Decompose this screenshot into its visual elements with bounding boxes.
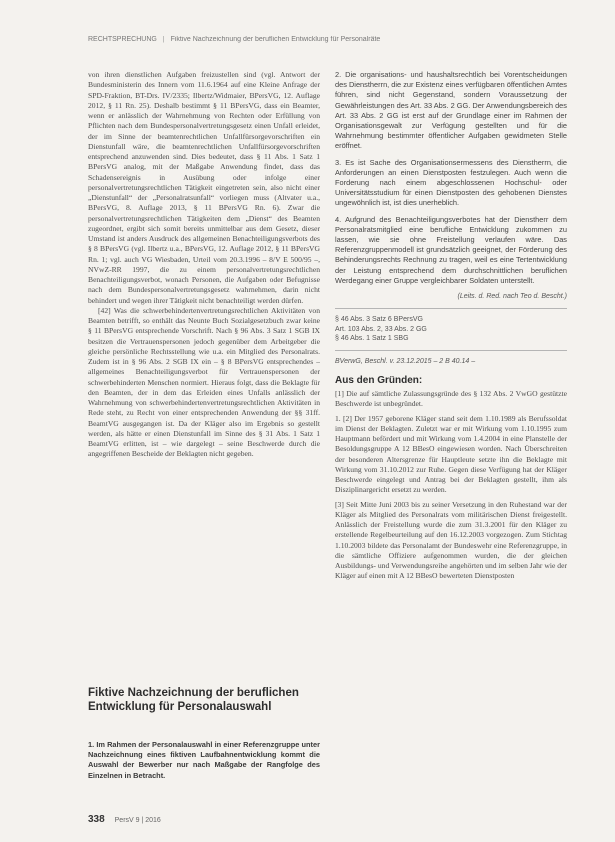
- reasons-paragraph: 1. [2] Der 1957 geborene Kläger stand seit dem 1.10.1989 als Berufssoldat im Dienst der Beklagten. Zuletzt war er mit Wirkung vom 1.10.1995 zum Hauptmann befördert und mit Wirkung vom 1.4.2004 in eine Planstelle der Besoldungsgruppe A 12 BBesO eingewiesen worden. Nach Überschreiten der besonderen Altersgrenze für Hauptleute setzte ihn die Beklagte mit Wirkung vom 31.10.2012 zur Ruhe. Gegen diese Verfügung hat der Kläger Beschwerde eingelegt und Antrag bei der Beklagten gestellt, ihm als Disziplinargericht ersetzt zu werden.: [335, 413, 567, 495]
- headnote-4: 4. Aufgrund des Benachteiligungsverbotes hat der Dienstherr dem Personalratsmitglied eine berufliche Entwicklung zukommen zu lassen, wie sie ohne Freistellung verlaufen wäre. Das Referenzgruppenmodell ist grundsätzlich geeignet, der Förderung des Behinderungsrechts Rechnung zu tragen, weil es eine Tertentwicklung der Leistung entsprechend dem durchschnittlichen beruflichen Werdegang einer Gruppe vergleichbarer Soldaten unterstellt.: [335, 214, 567, 285]
- headnote-source: (Leits. d. Red. nach Teo d. Bescht.): [457, 293, 567, 301]
- right-column: [335, 70, 567, 810]
- header-section: RECHTSPRECHUNG: [88, 36, 157, 43]
- header-separator: |: [162, 36, 165, 43]
- norm-reference: § 46 Abs. 3 Satz 6 BPersVG: [335, 315, 423, 323]
- left-column: [88, 70, 320, 650]
- body-paragraph: von ihren dienstlichen Aufgaben freizustellen sind (vgl. Antwort der Bundesministerin des Innern vom 11.6.1964 auf eine Kleine Anfrage der SPD-Fraktion, BT-Drs. IV/2335; Ilbertz/Widmaier, BPersVG, 12. Auflage 2012, § 11 Rn. 25). Deshalb bestimmt § 11 BPersVG, dass ein Beamter, wenn er anlässlich der Wahrnehmung von Rechten oder Erfüllung von Pflichten nach dem Bundespersonalvertretungsgesetz einen Unfall erleidet, der im Sinne der beamtenrechtlichen Unfallfürsorgevorschriften ein Dienstunfall wäre, die beamtenrechtlichen Unfallfürsorgevorschriften entsprechend anzuwenden sind. Dies bedeutet, dass § 11 Abs. 1 Satz 1 BPersVG analog, mit der Maßgabe Anwendung findet, dass das Schadensereignis in Ausübung oder infolge einer personalvertretungsrechtlichen Tätigkeit eingetreten sein, also nicht einer „Dienstunfall“ der „Personalratsunfall“ vorliegen muss (Altvater u.a., BPersVG, 8. Auflage 2013, § 11 BPersVG Rn. 6). Zwar die personalvertretungsrechtlichen Tätigkeiten dem „Dienst“ des Beamten zugeordnet, ergibt sich somit bereits unmittelbar aus dem Gesetz, dieser Umstand ist anders Ausdruck des allgemeinen Benachteiligungsverbots des § 8 BPersVG (vgl. Ilbertz u.a., BPersVG, 12. Auflage 2012, § 11 BPersVG Rn. 1; vgl. auch VG Wiesbaden, Urteil vom 20.3.1996 – 8/V E 500/95 –, NVwZ-RR 1997, die zu einem personalvertretungsrechtlichen Benachteiligungsverbot, wonach Personen, die Aufgaben oder Befugnisse nach dem Bundespersonalvertretungsgesetz wahrnehmen, darin nicht behindert und wegen ihrer Tätigkeit nicht benachteiligt werden dürfen.: [88, 70, 320, 305]
- reasons-intro: [1] Die auf sämtliche Zulassungsgründe des § 132 Abs. 2 VwGO gestützte Beschwerde ist unbegründet.: [335, 389, 567, 409]
- page-footer: [88, 814, 161, 825]
- court-citation: BVerwG, Beschl. v. 23.12.2015 – 2 B 40.14 –: [335, 358, 476, 366]
- norm-reference: Art. 103 Abs. 2, 33 Abs. 2 GG: [335, 325, 427, 333]
- norm-reference: § 46 Abs. 1 Satz 1 SBG: [335, 335, 409, 343]
- body-paragraph: [42] Was die schwerbehindertenvertretungsrechtlichen Aktivitäten von Beamten betrifft, so enthält das Neunte Buch Sozialgesetzbuch zwar keine § 11 BPersVG entsprechende Vorschrift. Nach § 96 Abs. 3 Satz 1 SGB IX besitzen die Vertrauenspersonen jedoch gegenüber dem Arbeitgeber die gleiche persönliche Rechtsstellung wie u.a. ein Mitglied des Personalrats. Zudem ist in § 96 Abs. 2 SGB IX ein – § 8 BPersVG entsprechendes – allgemeines Benachteiligungsverbot für Vertrauenspersonen der schwerbehinderten Menschen normiert. Hieraus folgt, dass die Beklagte für den Beamten, der in dem das Erleiden eines Unfalls anlässlich der Wahrnehmung von schwerbehindertenvertretungsrechtlichen Aktivitäten in Rede steht, zu Recht von einer entsprechenden Anwendung der §§ 31ff. BeamtVG ausgegangen ist. Da der Kläger also im Ergebnis so gestellt werden, als hätte er einen Dienstunfall im Sinne des § 31 Abs. 1 Satz 1 BeamtVG erlitten, ist – wie dargelegt – seine Beschwerde durch die angegriffenen Bescheide der Beklagten nicht gegeben.: [88, 305, 320, 459]
- divider: [335, 308, 567, 309]
- reasons-paragraph: [3] Seit Mitte Juni 2003 bis zu seiner Versetzung in den Ruhestand war der Kläger als Mitglied des Personalrats vom militärischen Dienst freigestellt. Anlässlich der Freistellung wurde die zum 31.3.2001 für den Kläger zu erstellende Regelbeurteilung auf den 16.12.2003 vorgezogen. Zum Stichtag 1.10.2003 bildete das Personalamt der Bundeswehr eine Referenzgruppe, in die sämtliche Offiziere aufgenommen wurden, die der gleichen Ausbildungs- und Verwendungsreihe angehörten und im selben Jahr wie der Kläger auf einen mit A 12 BBesO bewerteten Dienstposten: [335, 499, 567, 581]
- divider: [335, 350, 567, 351]
- headnote-2: 2. Die organisations- und haushaltsrechtlich bei Vorentscheidungen des Dienstherrn, die zur Existenz eines verfügbaren öffentlichen Amtes führen, sind nicht Gegenstand, sondern Voraussetzung der Gewährleistungen des Art. 33 Abs. 2 GG. Der Anwendungsbereich des Art. 33 Abs. 2 GG ist erst auf der Grundlage einer im Rahmen der Organisationsgewalt zur Verfügung gestellten und für die Wahrnehmung bestimmter öffentlicher Aufgaben gewidmeten Stelle eröffnet.: [335, 70, 567, 151]
- headnote-1: 1. Im Rahmen der Personalauswahl in einer Referenzgruppe unter Nachzeichnung eines fiktiven Laufbahnentwicklung kommt die Auswahl der Bewerber nur nach Maßgabe der Rangfolge des Einzelnen in Betracht.: [88, 740, 320, 780]
- headnote-3: 3. Es ist Sache des Organisationsermessens des Dienstherrn, die Anforderungen an einen Dienstposten festzulegen. Auch wenn die Forderung nach einem abgeschlossenen Hochschul- oder Universitätsstudium für einen Dienstposten des gehobenen Dienstes ungewöhnlich ist, ist dies unerheblich.: [335, 157, 567, 208]
- header-title: Fiktive Nachzeichnung der beruflichen Entwicklung für Personalräte: [170, 36, 381, 43]
- page-number: 338: [88, 814, 105, 825]
- journal-issue: PersV 9 | 2016: [114, 817, 161, 824]
- reasons-heading: Aus den Gründen:: [335, 375, 423, 387]
- section-heading: Fiktive Nachzeichnung der beruflichen Entwicklung für Personalauswahl: [88, 687, 299, 713]
- running-header: [88, 36, 558, 43]
